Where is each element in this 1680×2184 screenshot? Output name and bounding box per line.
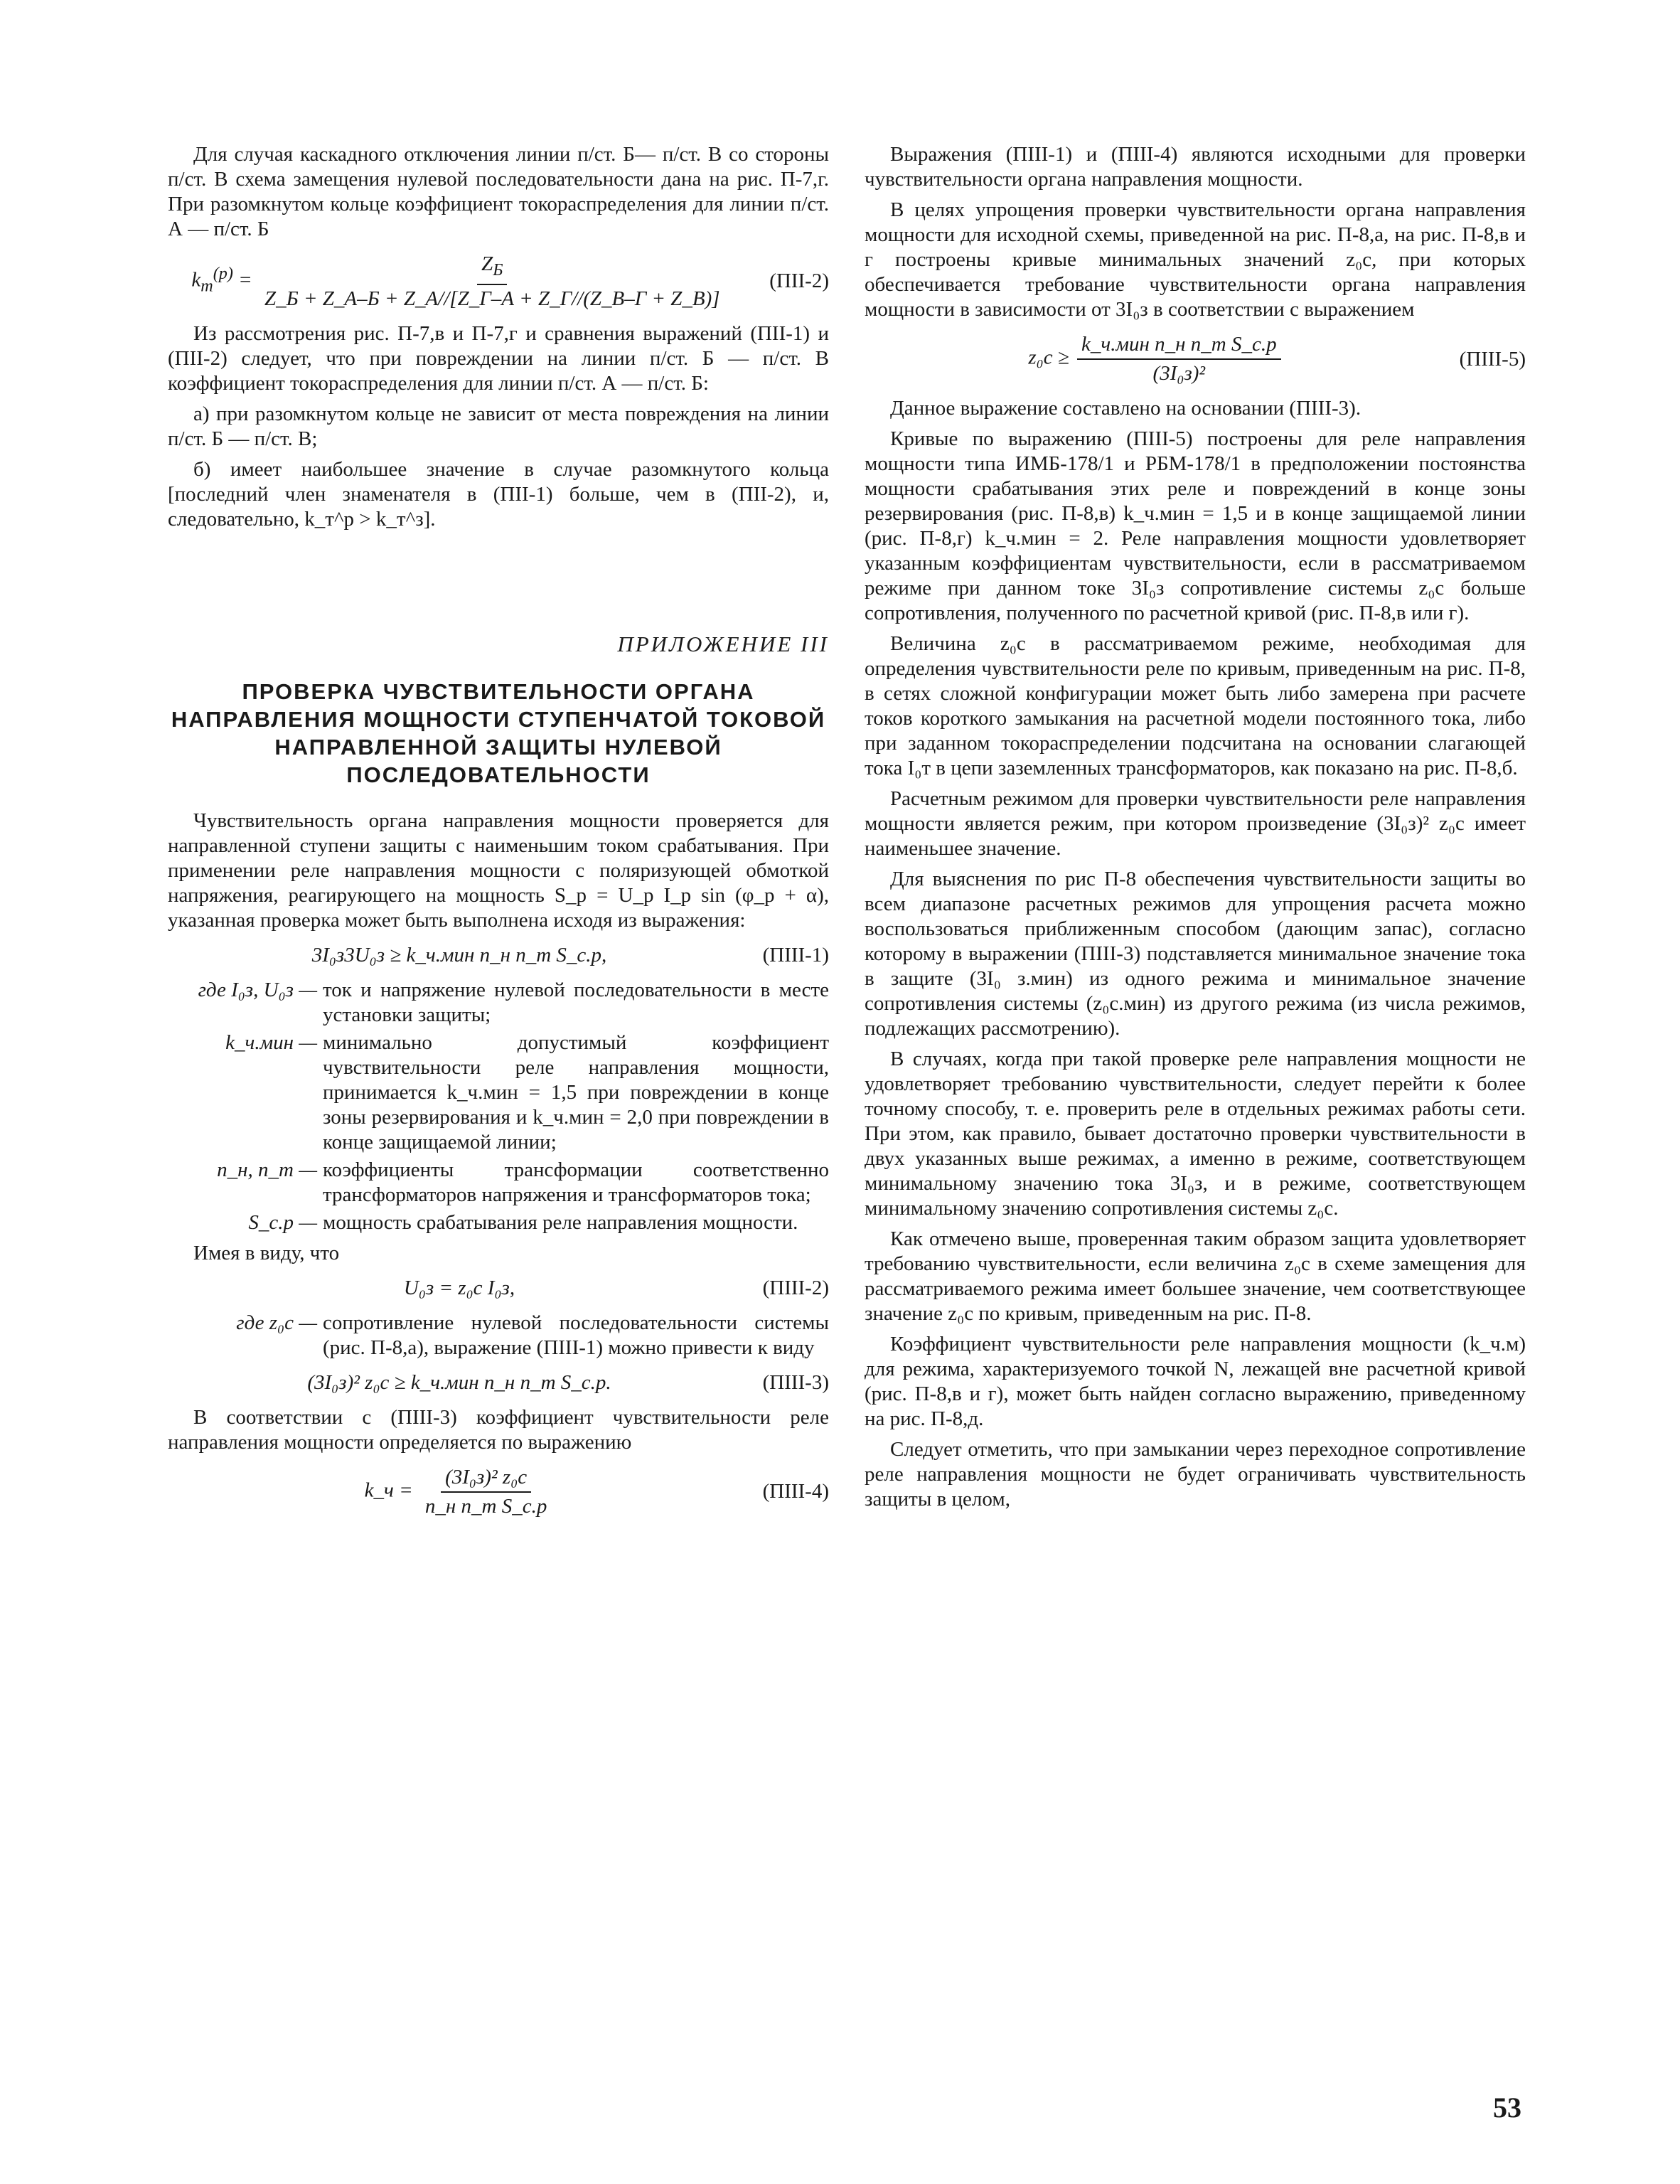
paragraph: Для случая каскадного отключения линии п/ст. Б— п/ст. В со стороны п/ст. В схема замещения нулевой последовательности дана на рис. П-7,г. При разомкнутом кольце коэффициент токораспределения для линии п/ст. А — п/ст. Б bbox=[168, 143, 829, 240]
paragraph: Выражения (ПIII-1) и (ПIII-4) являются исходными для проверки чувствительности органа направления мощности. bbox=[865, 143, 1526, 191]
definitions-list bbox=[168, 1311, 829, 1360]
definition-item: S_с.р — мощность срабатывания реле направления мощности. bbox=[248, 1210, 798, 1234]
equation-number: (ПIII-4) bbox=[762, 1480, 829, 1503]
definition-item: где z₀с — сопротивление нулевой последовательности системы (рис. П-8,а), выражение (ПIII-1) можно привести к виду bbox=[236, 1311, 829, 1359]
paragraph: Данное выражение составлено на основании (ПIII-3). bbox=[890, 397, 1361, 420]
paragraph: Коэффициент чувствительности реле направления мощности (k_ч.м) для режима, характеризуемого точкой N, лежащей вне расчетной кривой (рис. П-8,в и г), может быть найден согласно выражению, приведенному на рис. П-8,д. bbox=[865, 1333, 1526, 1430]
paragraph: Величина z₀с в рассматриваемом режиме, необходимая для определения чувствительности реле по кривым, приведенным на рис. П-8, в сетях сложной конфигурации может быть либо замерена при расчете токов короткого замыкания на расчетной модели постоянного тока, либо при заданном токораспределении подсчитана на основании слагающей тока I₀т в цепи заземленных трансформаторов, как показано на рис. П-8,б. bbox=[865, 632, 1526, 779]
equation-piii-2: U₀з = z₀с I₀з, (ПIII-2) bbox=[403, 1276, 829, 1299]
fraction: $\frac{Z_Б}{Z\_Б + Z\_А-Б + Z\_А//[Z\_Г-А + Z\_Г//(Z\_В-Г + Z\_В)]}$ bbox=[264, 252, 720, 310]
paragraph: Имея в виду, что bbox=[193, 1241, 340, 1264]
equation-piii-1: 3I₀з3U₀з ≥ k_ч.мин n_н n_т S_с.р, (ПIII-1) bbox=[311, 943, 829, 966]
equation-piii-4: k_ч = $\frac{\text{(3I₀з)² z₀с}}{\text{n\_н n\_т S\_с.р}}$ (ПIII-4) bbox=[364, 1465, 829, 1518]
paragraph: Для выяснения по рис П-8 обеспечения чувствительности защиты во всем диапазоне расчетных режимов для упрощения расчета можно воспользоваться приближенным способом (дающим запас), согласно которому в выражении (ПIII-3) подставляется минимальное значение тока в защите (3I₀ з.мин) из одного режима и минимальное значение сопротивления системы (z₀с.мин) из другого режима (из числа режимов, подлежащих рассмотрению). bbox=[865, 868, 1526, 1040]
paragraph: Расчетным режимом для проверки чувствительности реле направления мощности является режим, при котором произведение (3I₀з)² z₀с имеет наименьшее значение. bbox=[865, 787, 1526, 860]
definition-item: k_ч.мин — минимально допустимый коэффициент чувствительности реле направления мощности, принимается k_ч.мин = 1,5 при повреждении в конце зоны резервирования и k_ч.мин = 2,0 при повреждении в конце защищаемой линии; bbox=[225, 1030, 829, 1154]
equation-piii-3: (3I₀з)² z₀с ≥ k_ч.мин n_н n_т S_с.р. (ПIII-3) bbox=[307, 1370, 829, 1394]
paragraph: В соответствии с (ПIII-3) коэффициент чувствительности реле направления мощности определяется по выражению bbox=[168, 1405, 829, 1454]
right-column bbox=[865, 142, 1526, 1512]
equation-number: (ПIII-2) bbox=[762, 1276, 829, 1299]
left-column bbox=[168, 142, 829, 1529]
equation-number: (ПII-2) bbox=[769, 270, 829, 293]
paragraph: Чувствительность органа направления мощности проверяется для направленной ступени защиты с наименьшим током срабатывания. При применении реле направления мощности с поляризующей обмоткой напряжения, реагирующего на мощность S_р = U_р I_р sin (φ_р + α), указанная проверка может быть выполнена исходя из выражения: bbox=[168, 809, 829, 932]
equation-number: (ПIII-3) bbox=[762, 1370, 829, 1394]
paragraph: Из рассмотрения рис. П-7,в и П-7,г и сравнения выражений (ПII-1) и (ПII-2) следует, что при повреждении на линии п/ст. Б — п/ст. В коэффициент токораспределения для линии п/ст. А — п/ст. Б: bbox=[168, 321, 829, 395]
paragraph: б) имеет наибольшее значение в случае разомкнутого кольца [последний член знаменателя в (ПII-1) больше, чем в (ПII-2), и, следовательно, k_т^р > k_т^з]. bbox=[168, 457, 829, 531]
fraction: $\frac{\text{(3I₀з)² z₀с}}{\text{n\_н n\_т S\_с.р}}$ bbox=[424, 1465, 547, 1518]
paragraph: Следует отметить, что при замыкании через переходное сопротивление реле направления мощности не будет ограничивать чувствительность защиты в целом, bbox=[865, 1438, 1526, 1511]
paragraph: В случаях, когда при такой проверке реле направления мощности не удовлетворяет требованию чувствительности, следует перейти к более точному способу, т. е. проверить реле в отдельных режимах работы сети. При этом, как правило, бывает достаточно проверки чувствительности в двух указанных выше режимах, а именно в режиме, соответствующем минимальному значению тока 3I₀з, и в режиме, соответствующем минимальному значению сопротивления системы z₀с. bbox=[865, 1048, 1526, 1220]
paragraph: Кривые по выражению (ПIII-5) построены для реле направления мощности типа ИМБ-178/1 и РБМ-178/1 в предположении постоянства мощности срабатывания этих реле и повреждений в конце зоны резервирования (рис. П-8,в) k_ч.мин = 1,5 и в конце защищаемой линии (рис. П-8,г) k_ч.мин = 2. Реле направления мощности удовлетворяет указанным коэффициентам чувствительности, если в рассматриваемом режиме при данном токе 3I₀з сопротивление системы z₀с больше сопротивления, полученного по расчетной кривой (рис. П-8,в или г). bbox=[865, 427, 1526, 624]
fraction: $\frac{\text{k\_ч.мин n\_н n\_т S\_с.р}}{\text{(3I₀з)²}}$ bbox=[1077, 332, 1281, 386]
definition-item: где I₀з, U₀з — ток и напряжение нулевой последовательности в месте установки защиты; bbox=[198, 978, 829, 1026]
definition-item: n_н, n_т — коэффициенты трансформации соответственно трансформаторов напряжения и трансформаторов тока; bbox=[217, 1158, 829, 1206]
section-heading: ПРОВЕРКА ЧУВСТВИТЕЛЬНОСТИ ОРГАНА НАПРАВЛЕНИЯ МОЩНОСТИ СТУПЕНЧАТОЙ ТОКОВОЙ НАПРАВЛЕННОЙ ЗАЩИТЫ НУЛЕВОЙ ПОСЛЕДОВАТЕЛЬНОСТИ bbox=[171, 678, 826, 787]
paragraph: Как отмечено выше, проверенная таким образом защита удовлетворяет требованию чувствительности, если величина z₀с в схеме замещения для рассматриваемого режима имеет большее значение, чем соответствующее значение z₀с по кривым, приведенным на рис. П-8. bbox=[865, 1227, 1526, 1325]
equation-number: (ПIII-5) bbox=[1459, 347, 1526, 371]
paragraph: В целях упрощения проверки чувствительности органа направления мощности для исходной схемы, приведенной на рис. П-8,а, на рис. П-8,в и г построены кривые минимальных значений z₀с, при которых обеспечивается требование чувствительности органа направления мощности в зависимости от 3I₀з в соответствии с выражением bbox=[865, 198, 1526, 321]
equation-pii-2: $k_т^{(р)}$ = $\frac{Z_Б}{Z\_Б + Z\_А-Б + Z\_А//[Z\_Г-А + Z\_Г//(Z\_В-Г + Z\_В)]}$ (ПII-2) bbox=[191, 252, 829, 310]
appendix-label: ПРИЛОЖЕНИЕ III bbox=[617, 631, 829, 656]
definitions-list bbox=[168, 978, 829, 1235]
equation-piii-5: z₀с ≥ $\frac{\text{k\_ч.мин n\_н n\_т S\_с.р}}{\text{(3I₀з)²}}$ (ПIII-5) bbox=[1028, 333, 1526, 385]
page-number: 53 bbox=[1493, 2092, 1521, 2124]
equation-number: (ПIII-1) bbox=[762, 943, 829, 966]
paragraph: а) при разомкнутом кольце не зависит от места повреждения на линии п/ст. Б — п/ст. В; bbox=[168, 402, 829, 450]
